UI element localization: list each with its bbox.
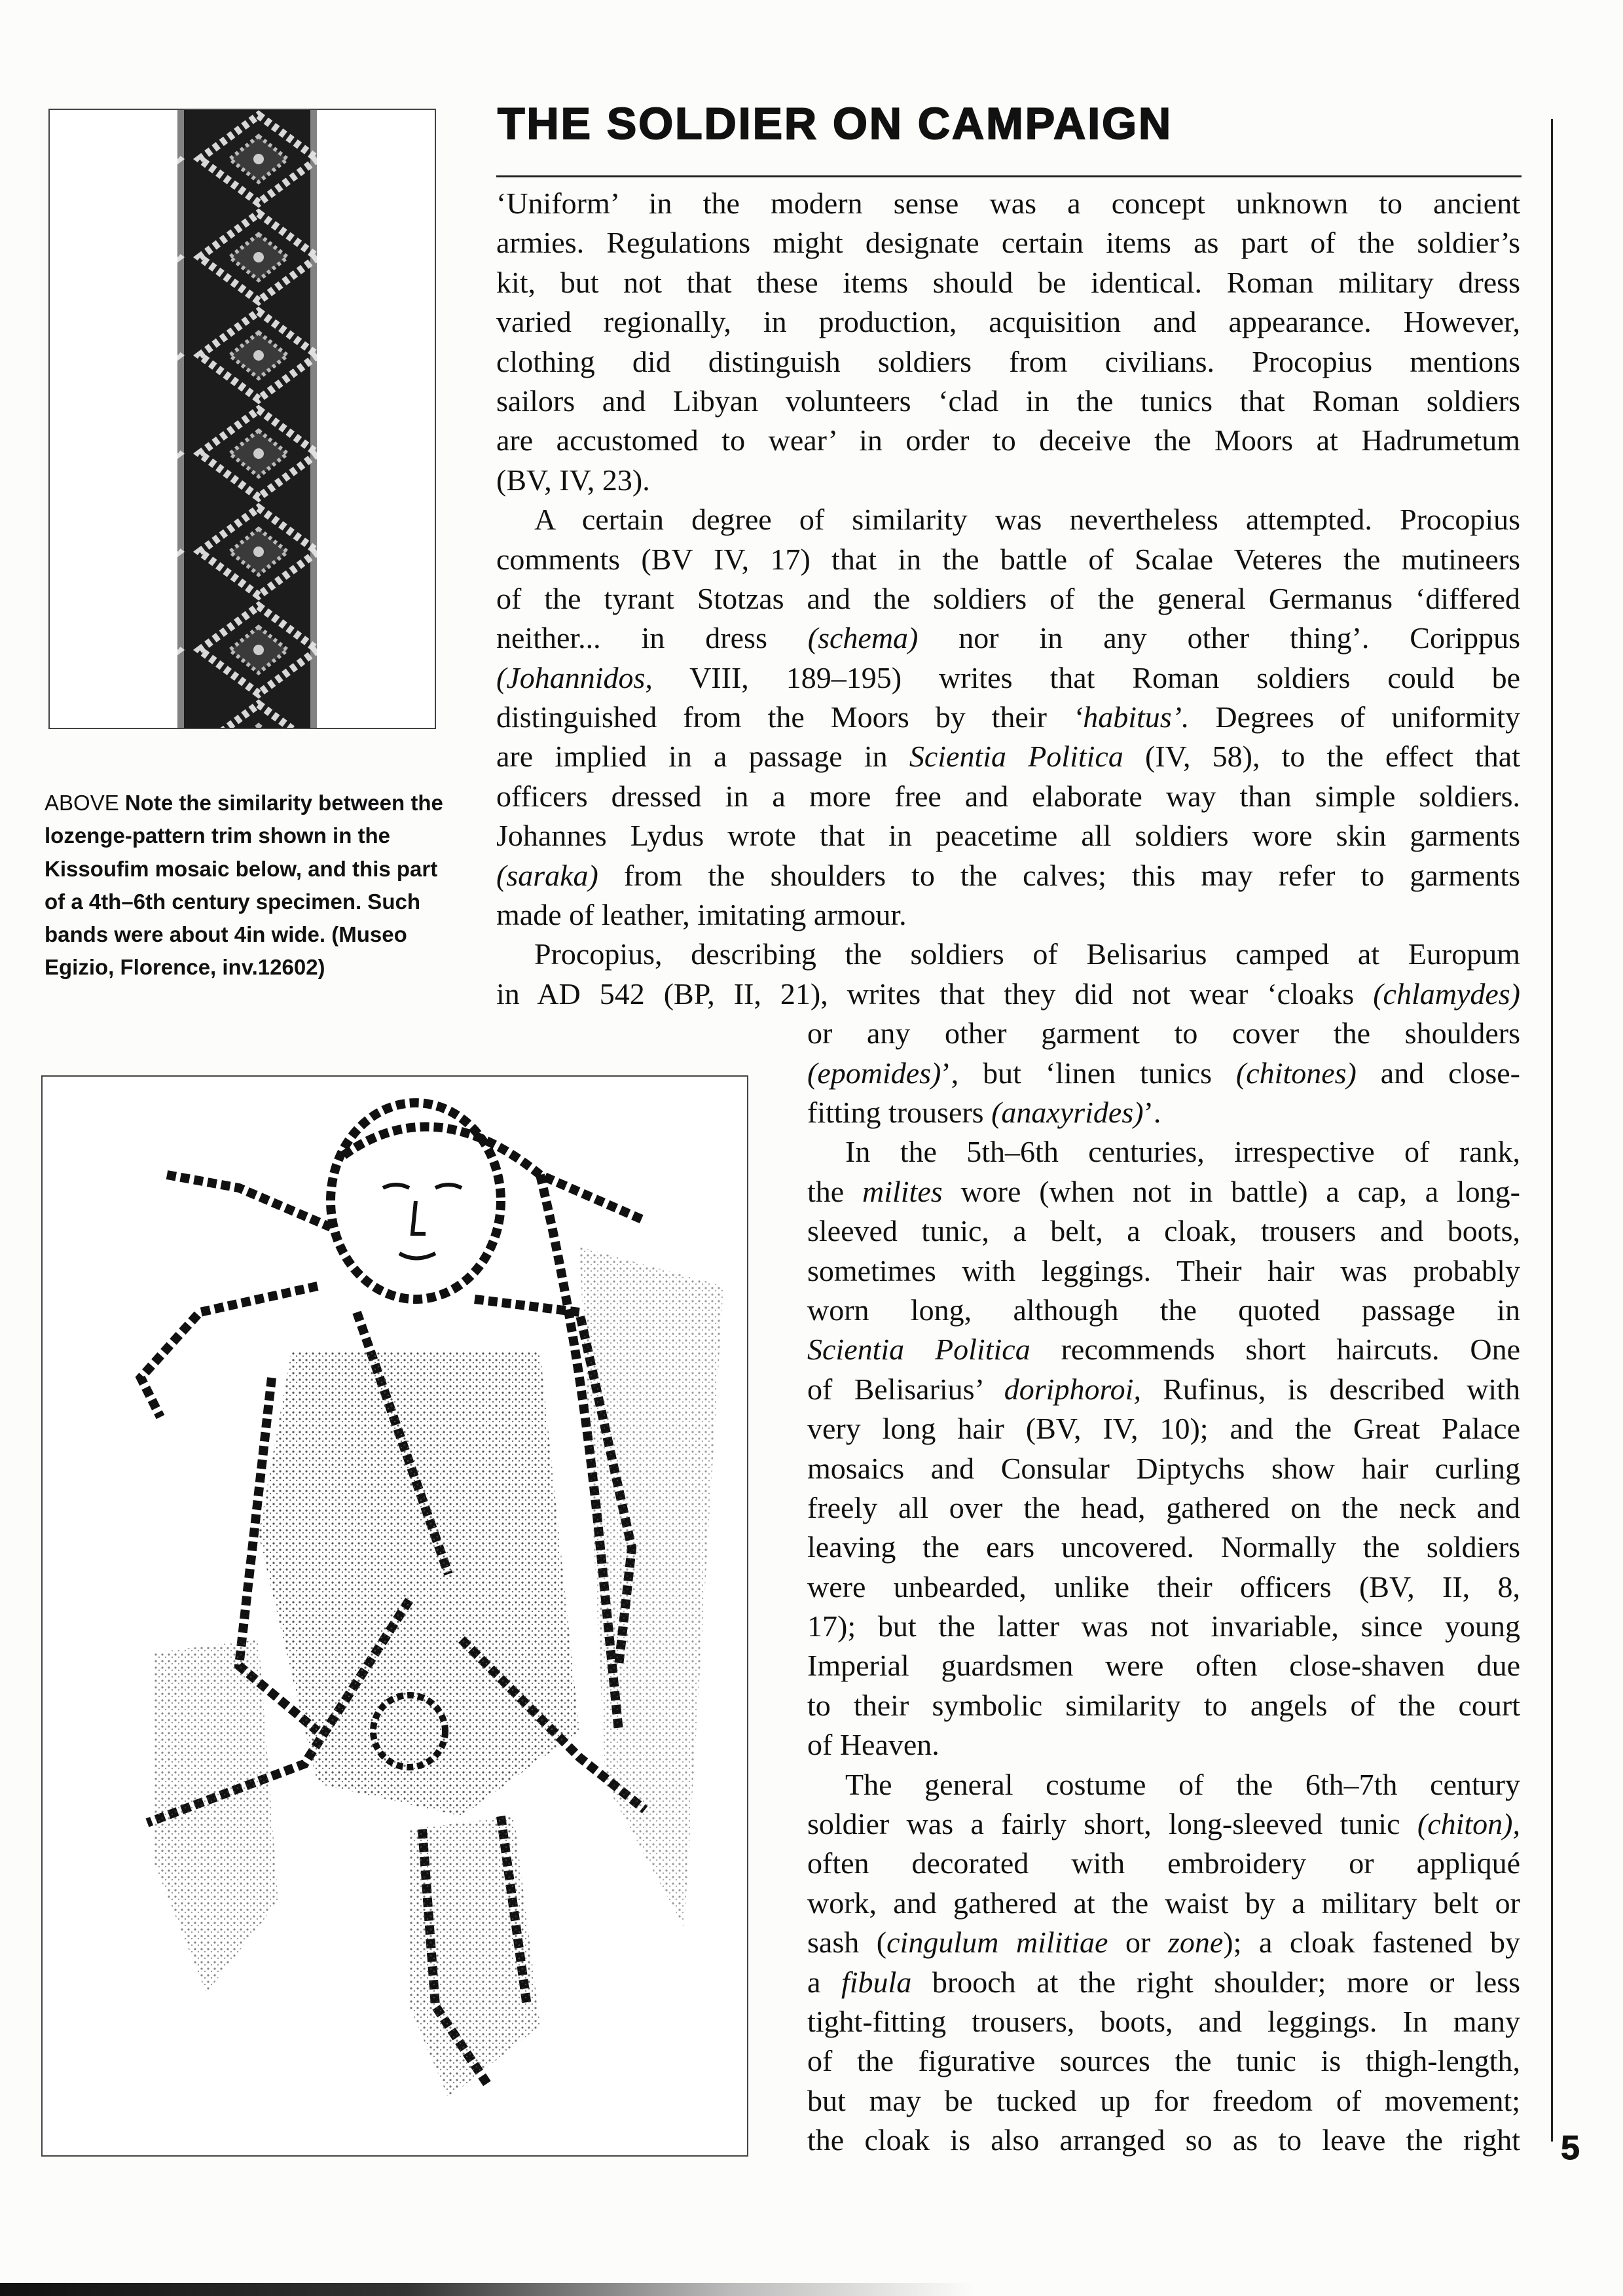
- text-segment: of the tyrant Stotzas and the soldiers of the general Germanus ‘differed: [496, 581, 1520, 615]
- italic-term: (chitones): [1235, 1056, 1357, 1090]
- text-line: [807, 1765, 1520, 1804]
- text-segment: neither... in dress: [496, 621, 808, 655]
- text-line: [807, 2041, 1520, 2081]
- italic-term: (epomides): [807, 1056, 941, 1090]
- text-segment: recommends short haircuts. One: [1030, 1333, 1520, 1367]
- text-segment: varied regionally, in production, acquisition and appearance. However,: [496, 305, 1520, 339]
- text-segment: sash (: [807, 1926, 887, 1960]
- text-segment: sailors and Libyan volunteers ‘clad in the tunics that Roman soldiers: [496, 384, 1520, 418]
- text-segment: the: [807, 1174, 862, 1208]
- italic-term: Scientia Politica: [909, 740, 1123, 774]
- text-segment: Degrees of uniformity: [1189, 700, 1520, 734]
- text-segment: very long hair (BV, IV, 10); and the Great Palace: [807, 1412, 1520, 1446]
- italic-term: doriphoroi,: [1004, 1372, 1141, 1406]
- text-line: [807, 1409, 1520, 1448]
- text-line: [496, 856, 1520, 895]
- text-segment: sometimes with leggings. Their hair was probably: [807, 1253, 1520, 1287]
- text-line: [807, 1963, 1520, 2002]
- text-line: [807, 2081, 1520, 2121]
- text-line: [807, 1804, 1520, 1844]
- text-segment: tight-fitting trousers, boots, and leggings. In many: [807, 2004, 1520, 2038]
- italic-term: (chiton),: [1417, 1807, 1520, 1841]
- text-line: [807, 1607, 1520, 1646]
- page-number: 5: [1561, 2129, 1580, 2167]
- text-line: [496, 895, 1520, 935]
- text-segment: nor in any other thing’. Corippus: [918, 621, 1520, 655]
- text-segment: leaving the ears uncovered. Normally the soldiers: [807, 1530, 1520, 1564]
- text-segment: fitting trousers: [807, 1095, 992, 1129]
- italic-term: ‘habitus’.: [1072, 700, 1190, 734]
- text-line: [496, 935, 1520, 974]
- italic-term: milites: [862, 1174, 943, 1208]
- text-segment: of Belisarius’: [807, 1372, 1004, 1406]
- body-text: [0, 184, 1623, 2161]
- text-segment: (IV, 58), to the effect that: [1123, 740, 1520, 774]
- text-segment: a: [807, 1965, 841, 1999]
- text-segment: VIII, 189–195) writes that Roman soldiers could be: [652, 660, 1520, 694]
- text-segment: clothing did distinguish soldiers from civilians. Procopius mentions: [496, 344, 1520, 378]
- text-segment: often decorated with embroidery or appliqué: [807, 1846, 1520, 1880]
- text-segment: ’.: [1143, 1095, 1161, 1129]
- text-segment: Rufinus, is described with: [1140, 1372, 1520, 1406]
- text-line: [496, 698, 1520, 737]
- text-line: [807, 2002, 1520, 2041]
- text-segment: kit, but not that these items should be identical. Roman military dress: [496, 265, 1520, 299]
- text-segment: the cloak is also arranged so as to leave the right: [807, 2123, 1520, 2157]
- text-line: [807, 1488, 1520, 1528]
- text-segment: (BV, IV, 23).: [496, 463, 650, 497]
- page-title: THE SOLDIER ON CAMPAIGN: [498, 99, 1173, 149]
- text-segment: sleeved tunic, a belt, a cloak, trousers and boots,: [807, 1214, 1520, 1248]
- text-line: [807, 1568, 1520, 1607]
- text-line: [496, 342, 1520, 382]
- italic-term: cingulum militiae: [886, 1926, 1108, 1960]
- text-line: [807, 1093, 1520, 1132]
- text-segment: Procopius, describing the soldiers of Belisarius camped at Europum: [534, 937, 1520, 971]
- text-line: [807, 1330, 1520, 1369]
- text-line: [496, 461, 1520, 500]
- text-segment: to their symbolic similarity to angels of the court: [807, 1688, 1520, 1722]
- text-segment: are accustomed to wear’ in order to deceive the Moors at Hadrumetum: [496, 423, 1520, 457]
- caption-lead: ABOVE: [45, 791, 119, 815]
- text-line: [807, 1686, 1520, 1725]
- text-segment: ‘Uniform’ in the modern sense was a concept unknown to ancient: [496, 187, 1520, 220]
- text-line: [807, 1646, 1520, 1685]
- text-segment: comments (BV IV, 17) that in the battle of Scalae Veteres the mutineers: [496, 542, 1520, 576]
- text-segment: and close-: [1356, 1056, 1520, 1090]
- text-segment: or any other garment to cover the shoulders: [807, 1016, 1520, 1050]
- italic-term: fibula: [841, 1965, 912, 1999]
- text-segment: ); a cloak fastened by: [1223, 1926, 1520, 1960]
- text-line: [807, 1054, 1520, 1093]
- italic-term: (anaxyrides): [991, 1095, 1144, 1129]
- italic-term: (saraka): [496, 858, 598, 892]
- text-line: [496, 421, 1520, 460]
- text-line: [807, 1884, 1520, 1923]
- text-segment: In the 5th–6th centuries, irrespective of rank,: [845, 1135, 1520, 1169]
- text-segment: distinguished from the Moors by their: [496, 700, 1073, 734]
- text-line: [807, 1370, 1520, 1409]
- scan-edge-shadow: [0, 2283, 1623, 2296]
- text-segment: The general costume of the 6th–7th century: [845, 1767, 1520, 1801]
- text-line: [496, 382, 1520, 421]
- text-segment: of Heaven.: [807, 1728, 939, 1762]
- text-segment: or: [1108, 1926, 1168, 1960]
- text-line: [807, 1844, 1520, 1883]
- text-segment: freely all over the head, gathered on the neck and: [807, 1490, 1520, 1524]
- italic-term: (schema): [807, 621, 919, 655]
- text-line: [496, 777, 1520, 816]
- italic-term: (chlamydes): [1373, 977, 1520, 1011]
- text-line: [807, 2121, 1520, 2160]
- caption-text: Note the similarity between the lozenge-pattern trim shown in the Kissoufim mosaic below, and this part of a 4th–6th century specimen. Such bands were about 4in wide. (Museo Egizio, Florence, inv.12602): [45, 791, 443, 980]
- text-segment: A certain degree of similarity was nevertheless attempted. Procopius: [534, 503, 1520, 537]
- italic-term: zone: [1167, 1926, 1224, 1960]
- text-segment: officers dressed in a more free and elaborate way than simple soldiers.: [496, 779, 1520, 813]
- text-segment: but may be tucked up for freedom of movement;: [807, 2083, 1520, 2117]
- text-line: [807, 1725, 1520, 1765]
- text-segment: are implied in a passage in: [496, 740, 909, 774]
- text-line: [807, 1014, 1520, 1053]
- text-line: [807, 1449, 1520, 1488]
- italic-term: (Johannidos,: [496, 660, 653, 694]
- text-segment: of the figurative sources the tunic is thigh-length,: [807, 2044, 1520, 2078]
- text-line: [496, 223, 1520, 262]
- text-segment: in AD 542 (BP, II, 21), writes that they did not wear ‘cloaks: [496, 977, 1374, 1011]
- text-segment: made of leather, imitating armour.: [496, 898, 907, 932]
- text-line: [807, 1528, 1520, 1567]
- italic-term: Scientia Politica: [807, 1333, 1030, 1367]
- text-segment: were unbearded, unlike their officers (BV, II, 8,: [807, 1570, 1520, 1604]
- text-segment: armies. Regulations might designate certain items as part of the soldier’s: [496, 226, 1520, 260]
- text-segment: ’, but ‘linen tunics: [941, 1056, 1236, 1090]
- text-line: [496, 579, 1520, 619]
- text-line: [496, 737, 1520, 776]
- text-segment: worn long, although the quoted passage in: [807, 1293, 1520, 1327]
- text-line: [496, 540, 1520, 579]
- text-line: [496, 619, 1520, 658]
- text-line: [496, 975, 1520, 1014]
- text-line: [807, 1132, 1520, 1172]
- text-line: [496, 500, 1520, 539]
- title-rule: [496, 175, 1522, 177]
- text-line: [807, 1923, 1520, 1962]
- text-segment: work, and gathered at the waist by a military belt or: [807, 1886, 1520, 1920]
- text-segment: wore (when not in battle) a cap, a long-: [942, 1174, 1521, 1208]
- text-segment: mosaics and Consular Diptychs show hair curling: [807, 1451, 1520, 1485]
- text-segment: from the shoulders to the calves; this may refer to garments: [598, 858, 1520, 892]
- text-line: [807, 1172, 1520, 1211]
- text-line: [496, 816, 1520, 855]
- text-segment: 17); but the latter was not invariable, since young: [807, 1609, 1520, 1643]
- text-line: [496, 263, 1520, 302]
- text-segment: brooch at the right shoulder; more or less: [911, 1965, 1520, 1999]
- text-line: [496, 302, 1520, 342]
- text-line: [496, 658, 1520, 698]
- text-line: [807, 1211, 1520, 1251]
- text-segment: soldier was a fairly short, long-sleeved tunic: [807, 1807, 1417, 1841]
- text-segment: Johannes Lydus wrote that in peacetime all soldiers wore skin garments: [496, 819, 1520, 853]
- text-segment: Imperial guardsmen were often close-shaven due: [807, 1649, 1520, 1683]
- text-line: [807, 1251, 1520, 1291]
- text-line: [807, 1291, 1520, 1330]
- text-line: [496, 184, 1520, 223]
